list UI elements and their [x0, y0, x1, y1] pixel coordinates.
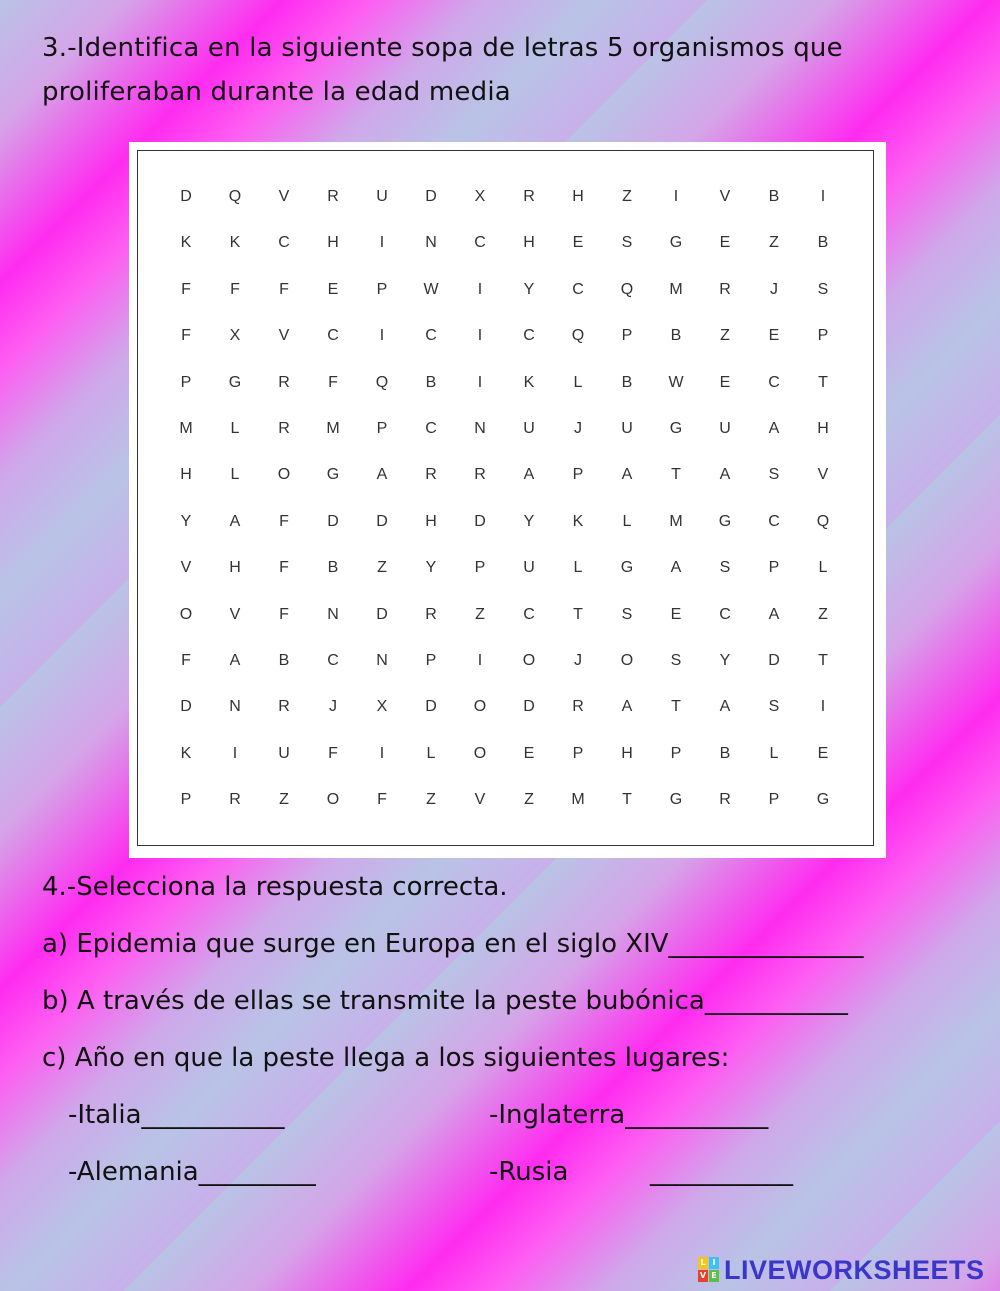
grid-letter: A — [523, 466, 535, 484]
grid-letter: H — [621, 744, 633, 762]
grid-letter: F — [279, 605, 289, 623]
grid-letter: I — [232, 744, 238, 762]
grid-letter: E — [670, 605, 682, 623]
grid-letter: X — [376, 698, 388, 716]
answer-inglaterra: -Inglaterra___________ — [489, 1100, 769, 1130]
grid-letter: Q — [620, 280, 634, 298]
grid-letter: T — [818, 652, 828, 669]
grid-letter: Q — [571, 327, 585, 345]
grid-letter: N — [474, 420, 486, 437]
grid-letter: C — [572, 280, 584, 298]
grid-letter: Z — [475, 605, 485, 623]
grid-letter: L — [573, 559, 583, 577]
grid-letter: A — [621, 698, 633, 716]
grid-letter: U — [523, 559, 535, 577]
grid-letter: C — [523, 327, 535, 345]
answer-italia: -Italia___________ — [68, 1100, 285, 1130]
grid-letter: A — [719, 466, 731, 484]
grid-letter: L — [818, 559, 828, 577]
grid-letter: P — [621, 327, 633, 345]
grid-letter: R — [719, 791, 731, 809]
grid-letter: L — [426, 744, 436, 762]
grid-letter: A — [229, 512, 241, 530]
grid-letter: X — [474, 188, 486, 205]
grid-letter: R — [327, 188, 339, 205]
grid-letter: P — [474, 559, 486, 577]
grid-letter: Y — [425, 559, 437, 577]
grid-letter: C — [768, 373, 780, 391]
grid-letter: O — [473, 698, 487, 716]
grid-letter: U — [376, 188, 388, 205]
grid-letter: F — [279, 280, 289, 298]
grid-letter: C — [425, 420, 437, 437]
grid-letter: V — [278, 188, 290, 205]
grid-letter: E — [719, 373, 731, 391]
grid-letter: O — [326, 791, 340, 809]
grid-letter: C — [768, 512, 780, 530]
grid-letter: V — [180, 559, 192, 577]
answer-alemania: -Alemania_________ — [68, 1157, 316, 1187]
grid-letter: I — [820, 698, 826, 716]
grid-letter: L — [230, 466, 240, 484]
grid-letter: D — [327, 512, 339, 530]
grid-letter: S — [621, 234, 633, 252]
liveworksheets-logo-icon: L I V E — [698, 1257, 720, 1283]
grid-letter: H — [572, 188, 584, 205]
grid-letter: C — [425, 327, 437, 345]
grid-letter: R — [278, 698, 290, 716]
grid-letter: T — [671, 698, 681, 716]
grid-letter: T — [622, 791, 632, 809]
grid-letter: R — [474, 466, 486, 484]
grid-letter: K — [180, 234, 192, 252]
grid-letter: S — [621, 605, 633, 623]
grid-letter: E — [817, 744, 829, 762]
grid-letter: V — [817, 466, 829, 484]
grid-letter: Z — [279, 791, 289, 809]
grid-letter: S — [817, 280, 829, 298]
grid-letter: G — [669, 234, 683, 252]
grid-letter: E — [523, 744, 535, 762]
grid-letter: B — [621, 373, 633, 391]
grid-letter: F — [181, 327, 191, 345]
grid-letter: B — [425, 373, 437, 391]
grid-letter: R — [572, 698, 584, 716]
grid-letter: H — [817, 420, 829, 437]
grid-letter: S — [768, 466, 780, 484]
grid-letter: R — [719, 280, 731, 298]
grid-letter: P — [572, 466, 584, 484]
grid-letter: V — [278, 327, 290, 345]
grid-letter: O — [277, 466, 291, 484]
grid-letter: D — [180, 188, 192, 205]
grid-letter: C — [327, 652, 339, 669]
grid-letter: N — [229, 698, 241, 716]
grid-letter: D — [425, 188, 437, 205]
grid-letter: E — [572, 234, 584, 252]
grid-letter: F — [279, 512, 289, 530]
grid-letter: Y — [180, 512, 192, 530]
grid-letter: K — [229, 234, 241, 252]
grid-letter: E — [327, 280, 339, 298]
grid-letter: P — [376, 280, 388, 298]
question-3-line-2: proliferaban durante la edad media — [42, 77, 511, 107]
grid-letter: U — [523, 420, 535, 437]
grid-letter: I — [477, 327, 483, 345]
grid-letter: A — [670, 559, 682, 577]
grid-letter: Z — [377, 559, 387, 577]
grid-letter: E — [719, 234, 731, 252]
grid-letter: A — [768, 420, 780, 437]
grid-letter: C — [327, 327, 339, 345]
grid-letter: P — [180, 373, 192, 391]
grid-letter: A — [229, 652, 241, 669]
grid-letter: I — [379, 744, 385, 762]
grid-letter: V — [229, 605, 241, 623]
grid-letter: H — [523, 234, 535, 252]
grid-letter: B — [327, 559, 339, 577]
grid-letter: P — [768, 559, 780, 577]
grid-letter: D — [768, 652, 780, 669]
grid-letter: I — [820, 188, 826, 205]
grid-letter: Y — [719, 652, 731, 669]
answer-rusia-label: -Rusia — [489, 1157, 569, 1187]
grid-letter: N — [425, 234, 437, 252]
answer-rusia-blank: ___________ — [650, 1157, 793, 1187]
grid-letter: U — [719, 420, 731, 437]
question-3-line-1: 3.-Identifica en la siguiente sopa de letras 5 organismos que — [42, 33, 843, 63]
grid-letter: C — [278, 234, 290, 252]
question-4-title: 4.-Selecciona la respuesta correcta. — [42, 872, 508, 902]
grid-letter: B — [278, 652, 290, 669]
grid-letter: Q — [228, 188, 242, 205]
grid-letter: G — [620, 559, 634, 577]
grid-letter: Z — [818, 605, 828, 623]
grid-letter: D — [180, 698, 192, 716]
grid-letter: I — [477, 280, 483, 298]
grid-letter: L — [622, 512, 632, 530]
grid-letter: R — [229, 791, 241, 809]
grid-letter: J — [574, 652, 582, 669]
grid-letter: Y — [523, 280, 535, 298]
grid-letter: G — [669, 420, 683, 437]
grid-letter: P — [376, 420, 388, 437]
question-4b: b) A través de ellas se transmite la peste bubónica___________ — [42, 986, 848, 1016]
grid-letter: A — [768, 605, 780, 623]
grid-letter: Z — [720, 327, 730, 345]
grid-letter: J — [329, 698, 337, 716]
grid-letter: Z — [769, 234, 779, 252]
grid-letter: Q — [816, 512, 830, 530]
grid-letter: F — [328, 373, 338, 391]
grid-letter: B — [670, 327, 682, 345]
grid-letter: J — [574, 420, 582, 437]
grid-letter: F — [328, 744, 338, 762]
grid-letter: Z — [426, 791, 436, 809]
grid-letter: S — [719, 559, 731, 577]
grid-letter: I — [477, 373, 483, 391]
grid-letter: C — [523, 605, 535, 623]
grid-letter: G — [718, 512, 732, 530]
grid-letter: P — [572, 744, 584, 762]
grid-letter: K — [523, 373, 535, 391]
grid-letter: Z — [622, 188, 632, 205]
grid-letter: A — [376, 466, 388, 484]
grid-letter: O — [473, 744, 487, 762]
grid-letter: T — [818, 373, 828, 391]
grid-letter: A — [719, 698, 731, 716]
grid-letter: T — [671, 466, 681, 484]
grid-letter: W — [423, 280, 439, 298]
grid-letter: L — [573, 373, 583, 391]
grid-letter: P — [425, 652, 437, 669]
grid-letter: R — [425, 605, 437, 623]
grid-letter: P — [670, 744, 682, 762]
grid-letter: D — [425, 698, 437, 716]
word-search-grid — [137, 150, 874, 846]
grid-letter: P — [768, 791, 780, 809]
grid-letter: U — [278, 744, 290, 762]
grid-letter: N — [376, 652, 388, 669]
grid-letter: W — [668, 373, 684, 391]
grid-letter: M — [571, 791, 585, 809]
word-search-panel — [129, 142, 886, 858]
grid-letter: P — [180, 791, 192, 809]
grid-letter: L — [230, 420, 240, 437]
grid-letter: B — [768, 188, 780, 205]
grid-letter: I — [673, 188, 679, 205]
grid-letter: C — [474, 234, 486, 252]
grid-letter: F — [230, 280, 240, 298]
grid-letter: F — [181, 280, 191, 298]
grid-letter: F — [181, 652, 191, 669]
grid-letter: I — [379, 234, 385, 252]
grid-letter: I — [379, 327, 385, 345]
liveworksheets-logo — [698, 1255, 985, 1285]
grid-letter: M — [669, 512, 683, 530]
grid-letter: F — [279, 559, 289, 577]
grid-letter: H — [425, 512, 437, 530]
grid-letter: P — [817, 327, 829, 345]
grid-letter: D — [376, 605, 388, 623]
grid-letter: O — [522, 652, 536, 669]
grid-letter: T — [573, 605, 583, 623]
grid-letter: V — [719, 188, 731, 205]
grid-letter: H — [180, 466, 192, 484]
grid-letter: R — [278, 420, 290, 437]
grid-letter: V — [474, 791, 486, 809]
grid-letter: S — [768, 698, 780, 716]
grid-letter: O — [179, 605, 193, 623]
grid-letter: A — [621, 466, 633, 484]
grid-letter: F — [377, 791, 387, 809]
grid-letter: H — [229, 559, 241, 577]
question-3 — [42, 26, 942, 114]
grid-letter: M — [326, 420, 340, 437]
grid-letter: U — [621, 420, 633, 437]
grid-letter: Y — [523, 512, 535, 530]
grid-letter: M — [669, 280, 683, 298]
question-4c: c) Año en que la peste llega a los siguientes lugares: — [42, 1043, 730, 1073]
grid-letter: B — [719, 744, 731, 762]
grid-letter: K — [572, 512, 584, 530]
grid-letter: M — [179, 420, 193, 437]
grid-letter: G — [669, 791, 683, 809]
grid-letter: Z — [524, 791, 534, 809]
grid-letter: Q — [375, 373, 389, 391]
grid-letter: G — [326, 466, 340, 484]
liveworksheets-logo-text: LIVEWORKSHEETS — [724, 1254, 985, 1285]
grid-letter: O — [620, 652, 634, 669]
grid-letter: B — [817, 234, 829, 252]
grid-letter: K — [180, 744, 192, 762]
grid-letter: R — [523, 188, 535, 205]
grid-letter: D — [523, 698, 535, 716]
grid-letter: R — [278, 373, 290, 391]
grid-letter: C — [719, 605, 731, 623]
grid-letter: L — [769, 744, 779, 762]
grid-letter: H — [327, 234, 339, 252]
grid-letter: D — [376, 512, 388, 530]
grid-letter: R — [425, 466, 437, 484]
grid-letter: G — [816, 791, 830, 809]
grid-letter: G — [228, 373, 242, 391]
grid-letter: N — [327, 605, 339, 623]
grid-letter: E — [768, 327, 780, 345]
question-4a: a) Epidemia que surge en Europa en el siglo XIV_______________ — [42, 929, 864, 959]
grid-letter: D — [474, 512, 486, 530]
grid-letter: X — [229, 327, 241, 345]
grid-letter: S — [670, 652, 682, 669]
grid-letter: I — [477, 652, 483, 669]
grid-letter: J — [770, 280, 778, 298]
